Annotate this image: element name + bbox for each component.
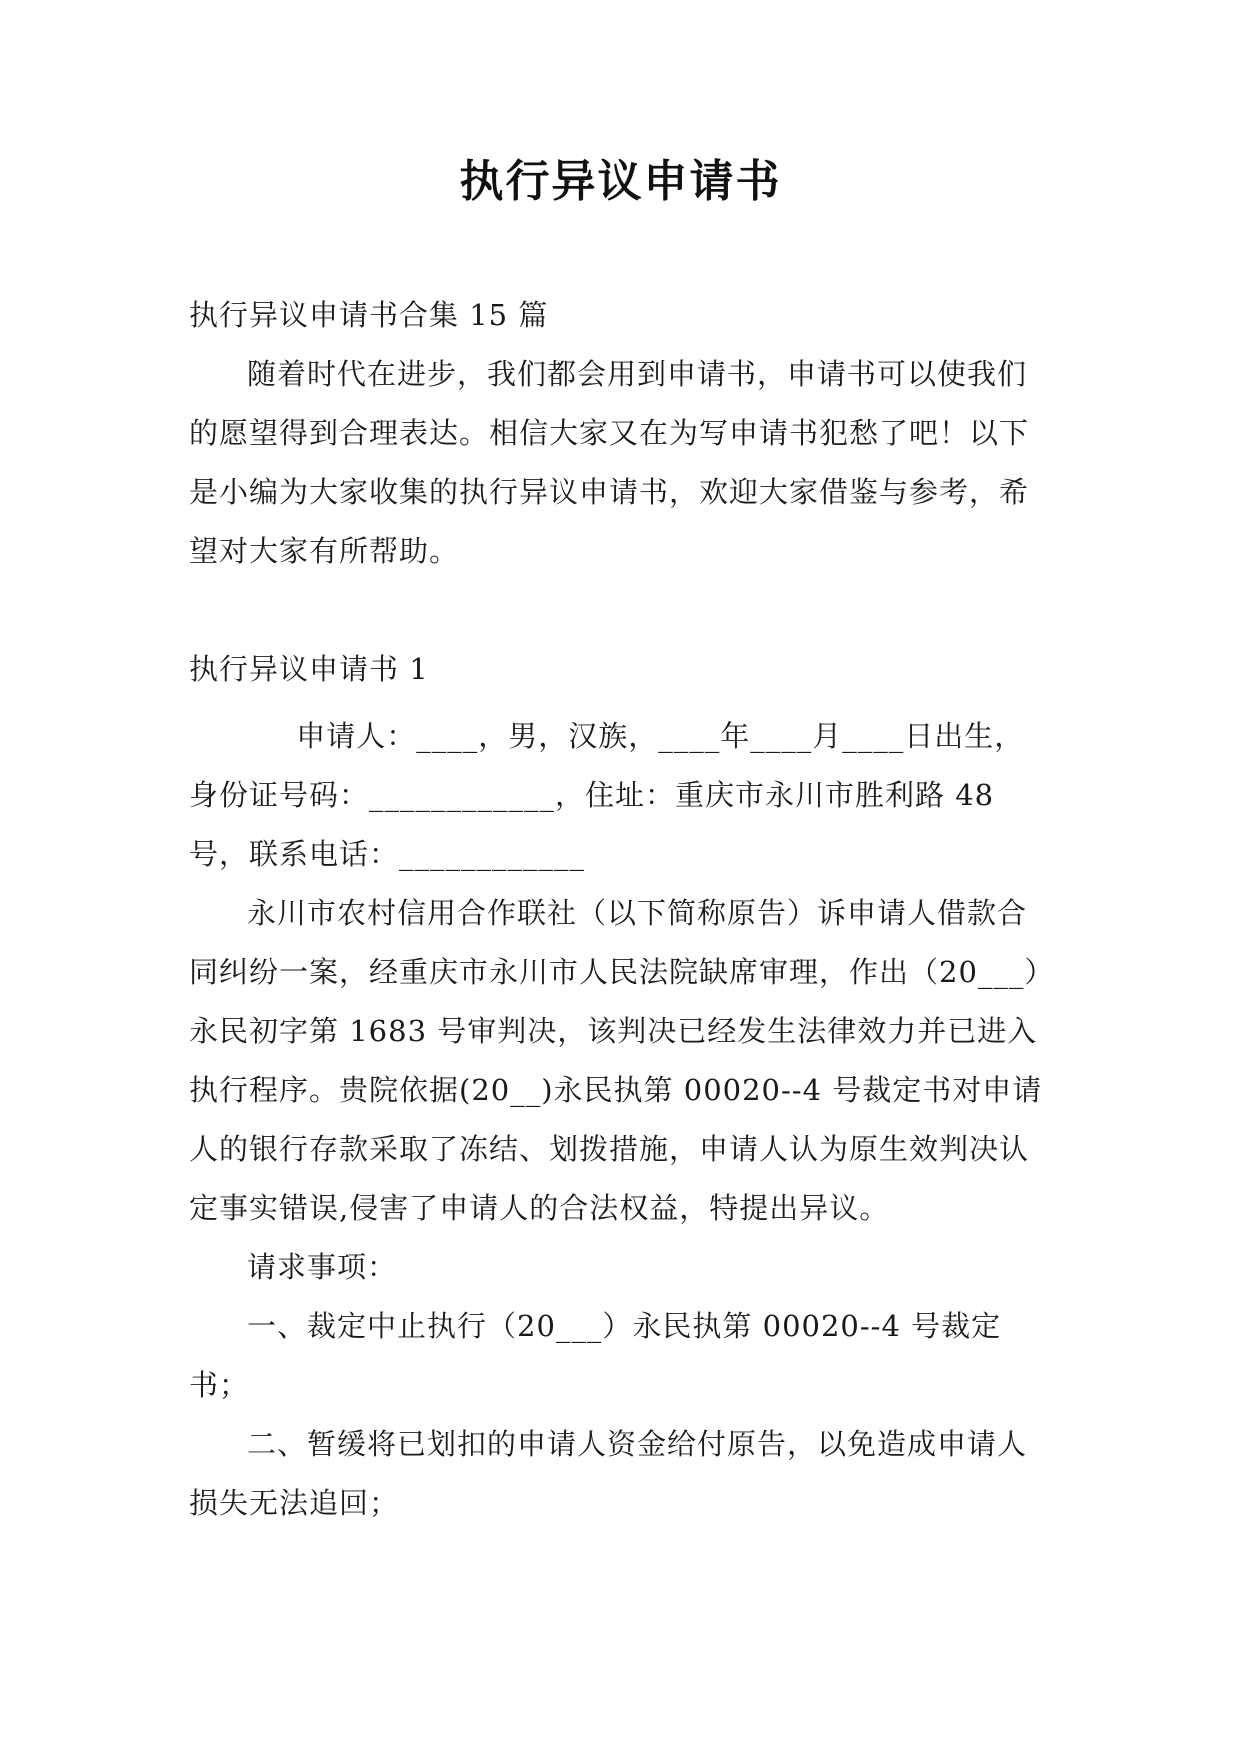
applicant-info-paragraph: 申请人：____，男，汉族，____年____月____日出生，身份证号码：____________，住址：重庆市永川市胜利路 48 号，联系电话：____________ bbox=[189, 719, 1025, 871]
document-body bbox=[189, 286, 1051, 1533]
collection-heading: 执行异议申请书合集 15 篇 bbox=[189, 298, 549, 332]
request-item-2: 二、暂缓将已划扣的申请人资金给付原告，以免造成申请人损失无法追回； bbox=[189, 1427, 1028, 1520]
request-item-1: 一、裁定中止执行（20___）永民执第 00020--4 号裁定书； bbox=[189, 1309, 1002, 1402]
request-items-heading: 请求事项： bbox=[247, 1250, 398, 1284]
intro-paragraph: 随着时代在进步，我们都会用到申请书，申请书可以使我们的愿望得到合理表达。相信大家又在为写申请书犯愁了吧！以下是小编为大家收集的执行异议申请书，欢迎大家借鉴与参考，希望对大家有所帮助。 bbox=[189, 357, 1030, 568]
case-facts-paragraph: 永川市农村信用合作联社（以下简称原告）诉申请人借款合同纠纷一案，经重庆市永川市人民法院缺席审理，作出（20___）永民初字第 1683 号审判决，该判决已经发生法律效力并已进入执行程序。贵院依据(20__)永民执第 00020--4 号裁定书对申请人的银行存款采取了冻结、划拨措施，申请人认为原生效判决认定事实错误,侵害了申请人的合法权益，特提出异议。 bbox=[189, 896, 1043, 1225]
paragraph-gap bbox=[189, 699, 1051, 707]
section-heading: 执行异议申请书 1 bbox=[189, 652, 429, 686]
section-gap bbox=[189, 581, 1051, 640]
document-title: 执行异议申请书 bbox=[459, 156, 782, 207]
